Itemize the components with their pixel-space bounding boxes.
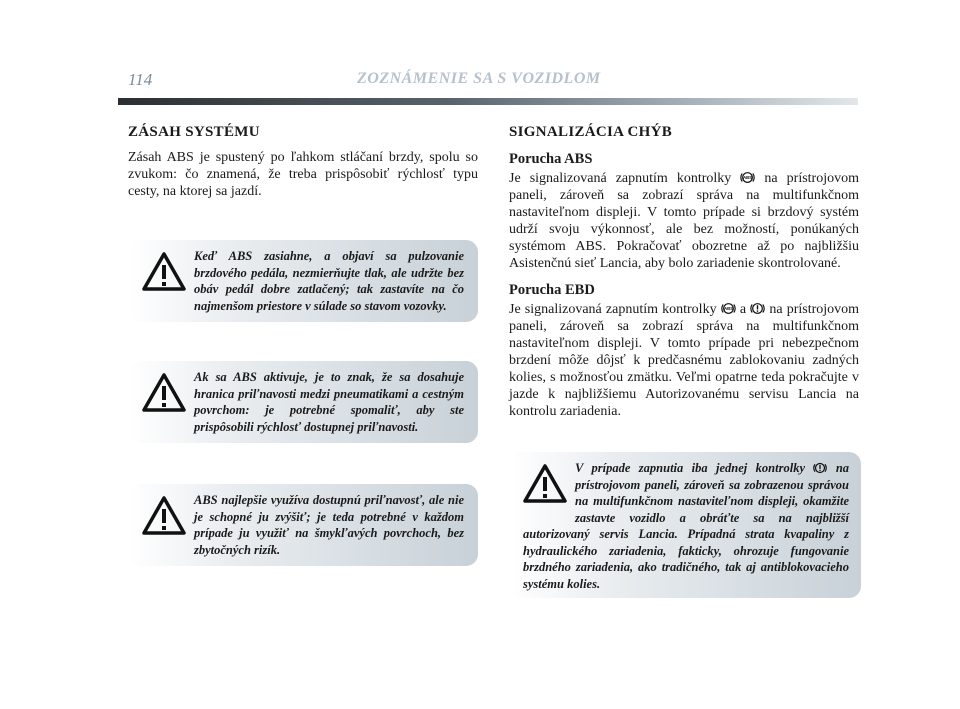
brake-warning-lamp-icon	[750, 301, 765, 316]
header-rule	[118, 98, 858, 105]
brake-warning-lamp-icon	[813, 461, 827, 475]
svg-text:ABS: ABS	[743, 175, 753, 181]
page-header	[128, 70, 858, 94]
page-number: 114	[128, 70, 153, 89]
section-title-system-intervention: ZÁSAH SYSTÉMU	[128, 124, 260, 140]
warning-text-brake-fluid: V prípade zapnutia iba jednej kontrolky na prístrojovom paneli, zároveň sa zobrazenou správou na multifunkčnom nastaviteľnom displeji, okamžite zastavte vozidlo a obráťte sa na najbližší autorizovaný servis Lancia. Prípadná strata kvapaliny z hydraulického zariadenia, fakticky, ohrozuje fungovanie brzdného zariadenia, ako tradičného, tak aj antiblokovacieho systému kolies.	[523, 461, 850, 591]
warning-text-1: Keď ABS zasiahne, a objaví sa pulzovanie brzdového pedála, nezmierňujte tlak, ale udržte bez obáv pedál dobre zatlačený; tak zastavíte na čo najmenšom priestore v súlade so stavom vozovky.	[194, 249, 464, 313]
abs-fault-paragraph: Je signalizovaná zapnutím kontrolky ABS na prístrojovom paneli, zároveň sa zobrazí správa na multifunkčnom nastaviteľnom displeji. V tomto prípade si brzdový systém udrží svoju výkonnosť, ale bez možností, ponúkaných systémom ABS. Pokračovať obozretne až po najbližšiu Asistenčnú sieť Lancia, aby bolo zariadenie skontrolované.	[509, 171, 859, 271]
svg-text:ABS: ABS	[723, 306, 733, 312]
abs-warning-lamp-icon	[740, 170, 755, 185]
warning-box-1	[128, 240, 478, 322]
section-title-fault-signaling: SIGNALIZÁCIA CHÝB	[509, 124, 673, 140]
intervention-paragraph: Zásah ABS je spustený po ľahkom stláčaní brzdy, spolu so zvukom: čo znamená, že treba prispôsobiť rýchlosť typu cesty, na ktorej sa jazdí.	[128, 150, 478, 199]
abs-warning-lamp-icon	[721, 301, 736, 316]
ebd-fault-paragraph: Je signalizovaná zapnutím kontrolky ABS a na prístrojovom paneli, zároveň sa zobrazí správa na multifunkčnom nastaviteľnom displeji. V tomto prípade pri nebezpečnom brzdení môže dôjsť k predčasnému zablokovaniu zadných kolies, s možnosťou zmätku. Veľmi opatrne teda pokračujte v jazde k najbližšiemu Autorizovanému servisu Lancia na kontrolu zariadenia.	[509, 302, 860, 419]
warning-box-3	[128, 484, 478, 566]
warning-text-3: ABS najlepšie využíva dostupnú priľnavosť, ale nie je schopné ju zvýšiť; je teda potrebné v každom prípade ju využiť na šmykľavých povrchoch, bez zbytočných rizík.	[194, 493, 464, 557]
abs-fault-heading: Porucha ABS	[509, 151, 593, 167]
left-column	[128, 124, 478, 200]
warning-text-2: Ak sa ABS aktivuje, je to znak, že sa dosahuje hranica priľnavosti medzi pneumatikami a cestným povrchom: je potrebné spomaliť, aby ste prispôsobili rýchlosť dostupnej priľnavosti.	[194, 370, 464, 434]
warning-box-2	[128, 361, 478, 443]
chapter-title: ZOZNÁMENIE SA S VOZIDLOM	[357, 70, 601, 87]
warning-box-brake-fluid	[509, 452, 861, 598]
ebd-fault-heading: Porucha EBD	[509, 282, 595, 298]
right-column	[509, 124, 859, 420]
